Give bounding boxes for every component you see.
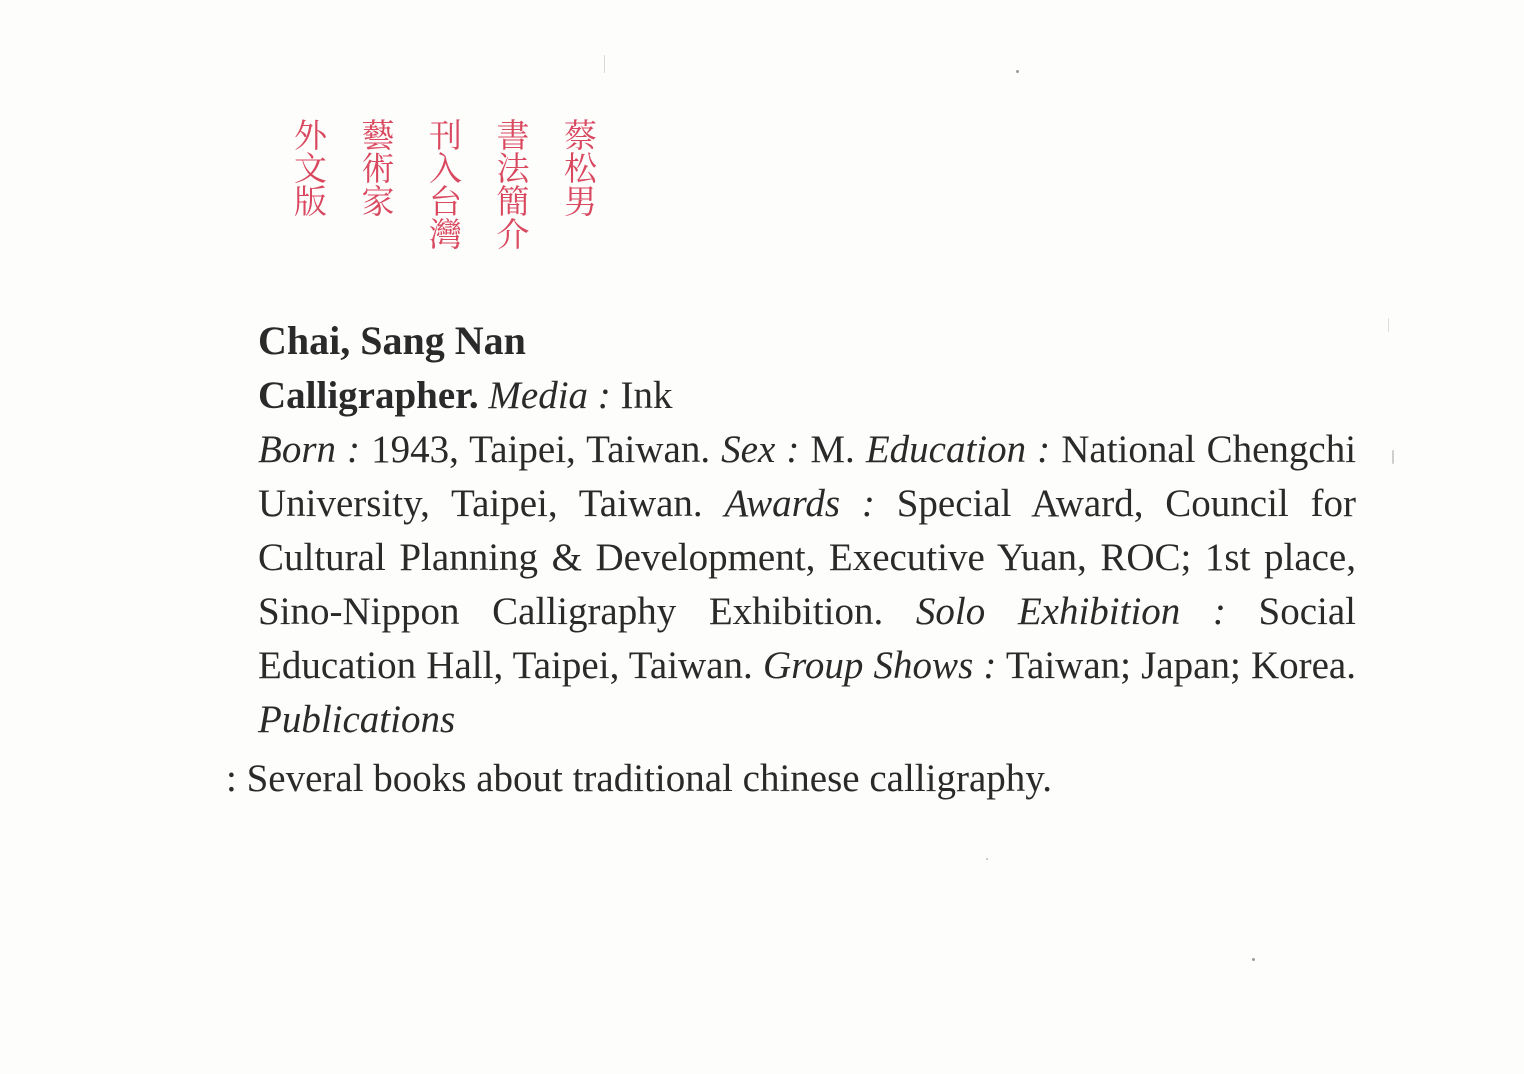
header-column-5: 外文版	[289, 118, 328, 217]
scan-speck	[986, 858, 988, 860]
scan-speck	[1392, 450, 1394, 464]
media-label: Media :	[488, 374, 611, 417]
awards-value: Special Award, Council for Cultural Planning & Development, Executive Yuan, ROC; 1st place, Sino-Nippon Calligraphy Exhibition.	[258, 482, 1357, 633]
role-line	[258, 369, 1358, 423]
header-column-2: 書法簡介	[491, 118, 531, 250]
header-column-4: 藝術家	[356, 118, 396, 217]
solo-exhibition-label: Solo Exhibition :	[915, 590, 1226, 633]
education-value: National Chengchi University, Taipei, Taiwan.	[258, 428, 1357, 525]
scan-speck	[1016, 70, 1019, 73]
scan-speck	[1252, 958, 1255, 961]
awards-label: Awards :	[724, 482, 875, 525]
chinese-header	[286, 118, 596, 268]
header-column-3: 刊入台灣	[424, 118, 463, 250]
media-value: Ink	[620, 374, 673, 417]
role: Calligrapher.	[258, 374, 479, 417]
scan-speck	[604, 55, 605, 73]
publications-value: : Several books about traditional chinese calligraphy.	[226, 757, 1052, 800]
biography-entry	[258, 313, 1358, 747]
solo-exhibition-value: Social Education Hall, Taipei, Taiwan.	[258, 590, 1356, 687]
header-column-1: 蔡松男	[559, 118, 598, 217]
group-shows-label: Group Shows :	[762, 644, 997, 687]
group-shows-value: Taiwan; Japan; Korea.	[1005, 644, 1356, 687]
sex-value: M.	[810, 428, 855, 471]
born-label: Born :	[258, 428, 361, 471]
education-label: Education :	[865, 428, 1051, 471]
publications-label: Publications	[258, 698, 456, 741]
artist-name: Chai, Sang Nan	[258, 318, 526, 363]
sex-label: Sex :	[721, 428, 800, 471]
born-value: 1943, Taipei, Taiwan.	[371, 428, 711, 471]
biography-body	[258, 423, 1356, 747]
scan-speck	[1388, 318, 1389, 332]
